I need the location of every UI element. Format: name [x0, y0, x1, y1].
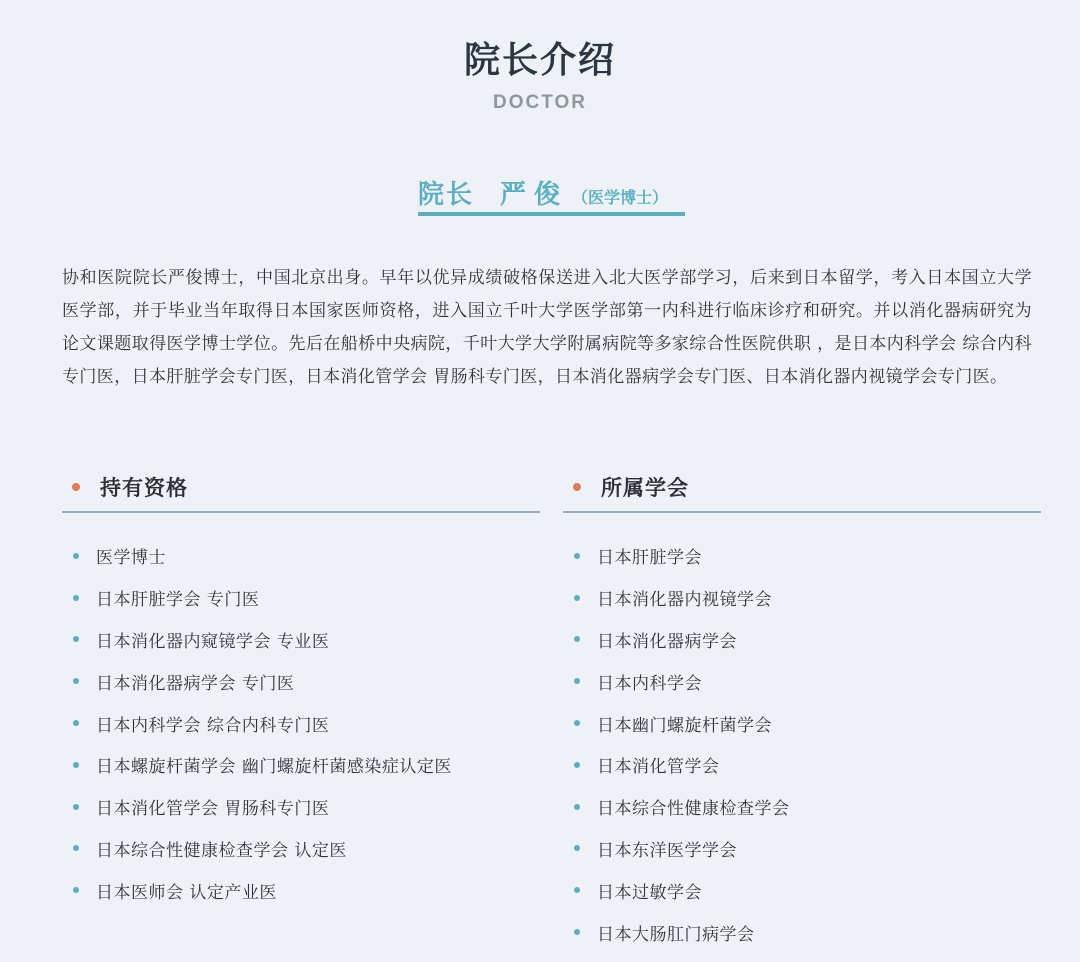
- list-item: [62, 577, 540, 619]
- list-item: [563, 786, 1041, 828]
- page-title: 院长介绍: [463, 40, 616, 81]
- list-item-label: 日本综合性健康检查学会: [597, 799, 790, 820]
- societies-section: [563, 470, 1041, 953]
- bullet-dot-icon: [574, 929, 580, 935]
- list-item-label: 日本消化管学会: [597, 757, 720, 778]
- bullet-dot-icon: [73, 636, 79, 642]
- orange-dot-icon: [573, 483, 581, 491]
- list-item: [563, 911, 1041, 953]
- list-item-label: 医学博士: [96, 548, 166, 569]
- bullet-dot-icon: [73, 595, 79, 601]
- bullet-dot-icon: [574, 762, 580, 768]
- list-item: [62, 535, 540, 577]
- bullet-dot-icon: [73, 887, 79, 893]
- list-item-label: 日本消化器内窥镜学会 专业医: [96, 631, 330, 652]
- bullet-dot-icon: [574, 720, 580, 726]
- page-subtitle: DOCTOR: [493, 92, 587, 113]
- bullet-dot-icon: [73, 762, 79, 768]
- bullet-dot-icon: [574, 595, 580, 601]
- list-item: [563, 869, 1041, 911]
- director-name: 严俊: [500, 180, 569, 210]
- qualifications-header: [62, 470, 540, 504]
- bullet-dot-icon: [73, 804, 79, 810]
- qualifications-title: 持有资格: [100, 476, 188, 500]
- list-item-label: 日本消化器病学会 专门医: [96, 673, 295, 694]
- list-item-label: 日本幽门螺旋杆菌学会: [597, 715, 772, 736]
- list-item-label: 日本消化器病学会: [597, 631, 737, 652]
- list-item: [62, 744, 540, 786]
- list-item: [62, 869, 540, 911]
- list-item: [62, 828, 540, 870]
- bullet-dot-icon: [73, 678, 79, 684]
- list-item: [563, 702, 1041, 744]
- list-item-label: 日本消化器内视镜学会: [597, 590, 772, 611]
- societies-title: 所属学会: [601, 476, 689, 500]
- list-item-label: 日本肝脏学会 专门医: [96, 590, 260, 611]
- list-item: [62, 660, 540, 702]
- bullet-dot-icon: [574, 678, 580, 684]
- list-item-label: 日本大肠肛门病学会: [597, 924, 755, 945]
- bullet-dot-icon: [574, 845, 580, 851]
- director-heading: [418, 174, 668, 214]
- bullet-dot-icon: [73, 553, 79, 559]
- list-item-label: 日本消化管学会 胃肠科专门医: [96, 799, 330, 820]
- director-underline: [418, 212, 685, 216]
- list-item-label: 日本综合性健康检查学会 认定医: [96, 840, 347, 861]
- bullet-dot-icon: [574, 636, 580, 642]
- bullet-dot-icon: [73, 845, 79, 851]
- list-item: [563, 619, 1041, 661]
- list-item: [563, 828, 1041, 870]
- director-bio: 协和医院院长严俊博士，中国北京出身。早年以优异成绩破格保送进入北大医学部学习，后来到日本留学，考入日本国立大学医学部，并于毕业当年取得日本国家医师资格，进入国立千叶大学医学部第一内科进行临床诊疗和研究。并以消化器病研究为论文课题取得医学博士学位。先后在船桥中央病院，千叶大学大学附属病院等多家综合性医院供职 ，是日本内科学会 综合内科专门医，日本肝脏学会专门医，日本消化管学会 胃肠科专门医，日本消化器病学会专门医、日本消化器内视镜学会专门医。: [62, 268, 1032, 387]
- qualifications-list: [62, 535, 540, 911]
- director-role: 院长: [418, 180, 475, 210]
- list-item: [563, 744, 1041, 786]
- list-item-label: 日本内科学会: [597, 673, 702, 694]
- director-degree: （医学博士）: [572, 188, 669, 207]
- list-item-label: 日本内科学会 综合内科专门医: [96, 715, 330, 736]
- orange-dot-icon: [72, 483, 80, 491]
- list-item-label: 日本肝脏学会: [597, 548, 702, 569]
- societies-list: [563, 535, 1041, 953]
- list-item-label: 日本东洋医学学会: [597, 840, 737, 861]
- qualifications-section: [62, 470, 540, 911]
- list-item: [62, 786, 540, 828]
- list-item-label: 日本医师会 认定产业医: [96, 882, 277, 903]
- list-item: [563, 660, 1041, 702]
- section-divider: [62, 511, 540, 513]
- list-item: [563, 577, 1041, 619]
- societies-header: [563, 470, 1041, 504]
- bullet-dot-icon: [574, 887, 580, 893]
- bullet-dot-icon: [574, 553, 580, 559]
- list-item-label: 日本螺旋杆菌学会 幽门螺旋杆菌感染症认定医: [96, 757, 452, 778]
- list-item-label: 日本过敏学会: [597, 882, 702, 903]
- bullet-dot-icon: [73, 720, 79, 726]
- list-item: [62, 702, 540, 744]
- bullet-dot-icon: [574, 804, 580, 810]
- section-divider: [563, 511, 1041, 513]
- list-item: [62, 619, 540, 661]
- list-item: [563, 535, 1041, 577]
